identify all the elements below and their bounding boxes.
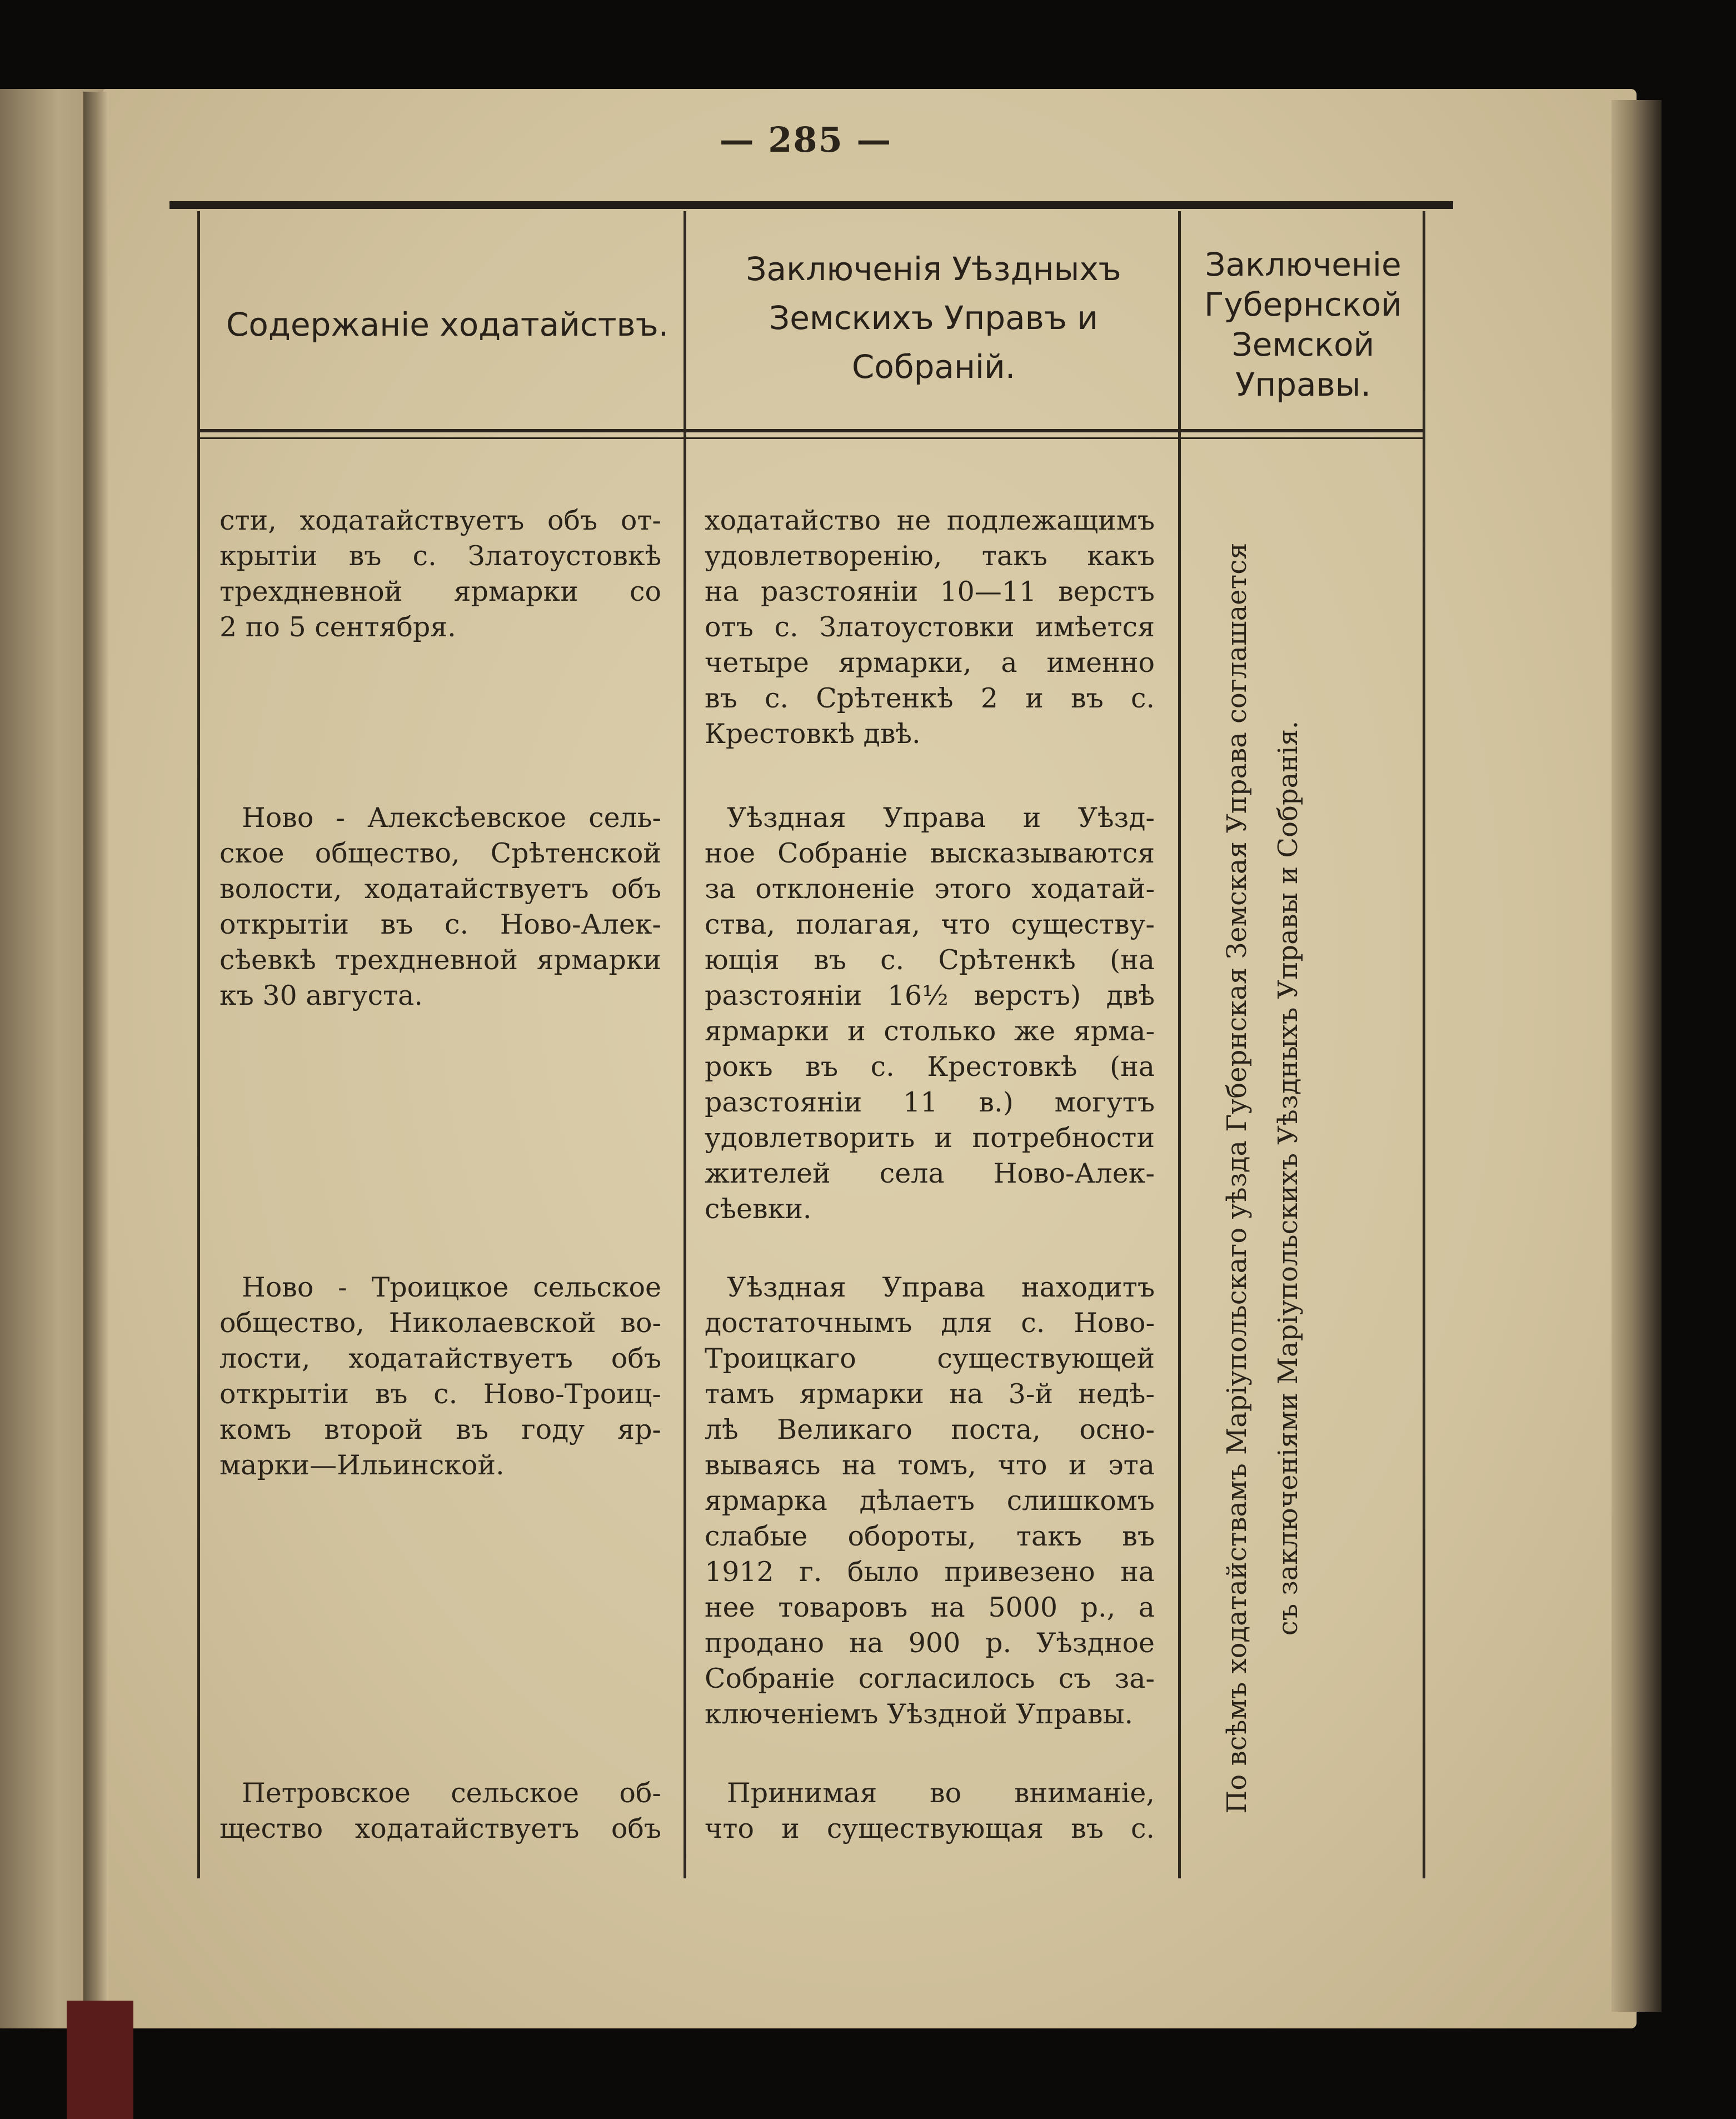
text-line: Петровское сельское об- <box>242 1777 661 1809</box>
petition-cell <box>220 1270 661 1483</box>
text-line: 1912 г. было привезено на <box>705 1556 1155 1588</box>
text-line: за отклоненіе этого ходатай- <box>705 873 1155 905</box>
text-line: волости, ходатайствуетъ объ <box>220 873 661 905</box>
text-line: 2 по 5 сентября. <box>220 611 456 643</box>
column-border-2 <box>1178 211 1181 1878</box>
text-line: къ 30 августа. <box>220 980 423 1011</box>
text-line: продано на 900 р. Уѣздное <box>705 1627 1155 1659</box>
text-line: разстояніи 16½ верстъ) двѣ <box>705 980 1155 1011</box>
text-line: разстояніи 11 в.) могутъ <box>705 1086 1155 1118</box>
text-line: жителей села Ново-Алек- <box>705 1158 1155 1189</box>
cover-corner <box>67 2001 133 2119</box>
conclusion-cell <box>705 800 1155 1227</box>
text-line: нее товаровъ на 5000 р., а <box>705 1592 1155 1623</box>
header-rule-thin <box>200 437 1423 439</box>
book-gutter <box>83 92 108 2026</box>
column-border-1 <box>684 211 686 1878</box>
table-top-rule <box>169 201 1453 209</box>
text-line: ярмарка дѣлаетъ слишкомъ <box>705 1485 1155 1517</box>
vertical-line-2: съ заключеніями Маріупольскихъ Уѣздныхъ Управы и Собранія. <box>1273 720 1304 1636</box>
column-border-left <box>197 211 200 1878</box>
text-line: Крестовкѣ двѣ. <box>705 718 921 750</box>
conclusion-cell <box>705 1270 1155 1732</box>
petition-cell <box>220 800 661 1014</box>
text-line: сти, ходатайствуетъ объ от- <box>220 505 661 536</box>
text-line: удовлетворенію, такъ какъ <box>705 540 1155 572</box>
page-stack-edge <box>1612 100 1662 2012</box>
text-line: Троицкаго существующей <box>705 1343 1155 1374</box>
header-provincial-conclusion: Заключеніе Губернской Земской Управы. <box>1204 246 1402 403</box>
text-line: Принимая во вниманіе, <box>727 1777 1155 1809</box>
text-line: Собраніе согласилось съ за- <box>705 1663 1155 1694</box>
text-line: сѣевки. <box>705 1193 812 1225</box>
text-line: щество ходатайствуетъ объ <box>220 1813 661 1844</box>
text-line: на разстояніи 10—11 верстъ <box>705 576 1155 607</box>
header-rule <box>200 429 1423 432</box>
text-line: ярмарки и столько же ярма- <box>705 1015 1155 1047</box>
text-line: Уѣздная Управа и Уѣзд- <box>727 802 1155 834</box>
vertical-line-1: По всѣмъ ходатайствамъ Маріупольскаго уѣзда Губернская Земская Управа соглашается <box>1221 542 1253 1814</box>
text-line: ства, полагая, что существу- <box>705 909 1155 940</box>
text-line: что и существующая въ с. <box>705 1813 1155 1844</box>
text-line: лѣ Великаго поста, осно- <box>705 1414 1155 1445</box>
text-line: лости, ходатайствуетъ объ <box>220 1343 661 1374</box>
text-line: удовлетворить и потребности <box>705 1122 1155 1154</box>
text-line: сѣевкѣ трехдневной ярмарки <box>220 944 661 976</box>
text-line: ходатайство не подлежащимъ <box>705 505 1155 536</box>
header-district-conclusions: Заключенія Уѣздныхъ Земскихъ Управъ и Собраній. <box>746 250 1121 386</box>
header-petition-content: Содержаніе ходатайствъ. <box>226 306 669 343</box>
text-line: слабые обороты, такъ въ <box>705 1520 1155 1552</box>
text-line: открытіи въ с. Ново-Алек- <box>220 909 661 940</box>
conclusion-cell <box>705 503 1155 752</box>
petition-cell <box>220 503 661 645</box>
text-line: общество, Николаевской во- <box>220 1307 661 1339</box>
text-line: Ново - Алексѣевское сель- <box>242 802 661 834</box>
text-line: Ново - Троицкое сельское <box>242 1272 661 1303</box>
conclusion-cell <box>705 1776 1155 1847</box>
petition-cell <box>220 1776 661 1847</box>
text-line: марки—Ильинской. <box>220 1449 505 1481</box>
text-line: ное Собраніе высказываются <box>705 837 1155 869</box>
text-line: открытіи въ с. Ново-Троиц- <box>220 1378 661 1410</box>
text-line: комъ второй въ году яр- <box>220 1414 661 1445</box>
text-line: въ с. Срѣтенкѣ 2 и въ с. <box>705 682 1155 714</box>
column-border-right <box>1423 211 1425 1878</box>
provincial-conclusion-vertical <box>1211 522 1389 1834</box>
text-line: тамъ ярмарки на 3-й недѣ- <box>705 1378 1155 1410</box>
text-line: отъ с. Златоустовки имѣется <box>705 611 1155 643</box>
text-line: рокъ въ с. Крестовкѣ (на <box>705 1051 1155 1083</box>
text-line: ключеніемъ Уѣздной Управы. <box>705 1698 1134 1730</box>
page-number: — 285 — <box>719 119 892 160</box>
text-line: вываясь на томъ, что и эта <box>705 1449 1155 1481</box>
text-line: четыре ярмарки, а именно <box>705 647 1155 679</box>
text-line: Уѣздная Управа находитъ <box>727 1272 1155 1303</box>
text-line: ющія въ с. Срѣтенкѣ (на <box>705 944 1155 976</box>
text-line: крытіи въ с. Златоустовкѣ <box>220 540 661 572</box>
text-line: ское общество, Срѣтенской <box>220 837 661 869</box>
text-line: достаточнымъ для с. Ново- <box>705 1307 1155 1339</box>
text-line: трехдневной ярмарки со <box>220 576 661 607</box>
